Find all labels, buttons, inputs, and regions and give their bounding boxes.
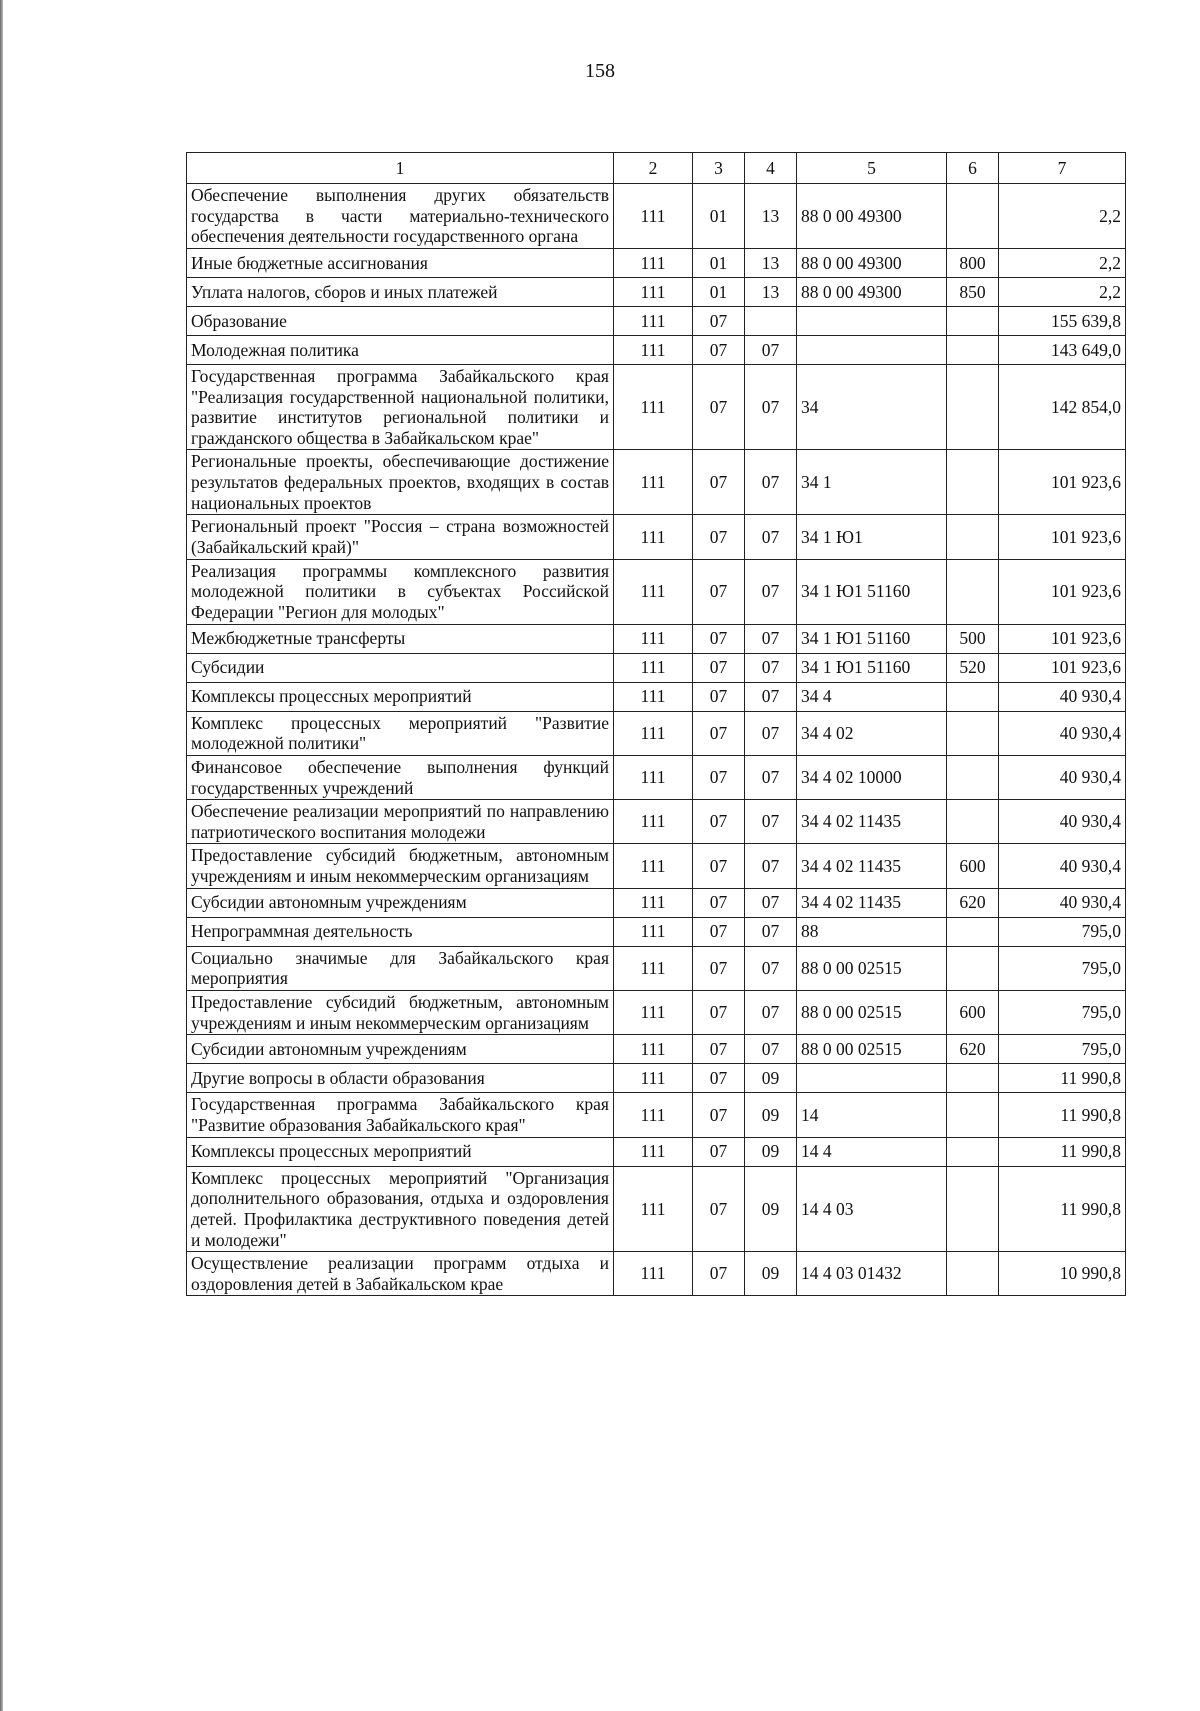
cell-amount: 2,2	[999, 277, 1126, 306]
cell-expense-type	[947, 515, 999, 559]
cell-amount: 11 990,8	[999, 1064, 1126, 1093]
cell-ministry-code: 111	[614, 1252, 693, 1296]
cell-name: Субсидии	[187, 653, 614, 682]
cell-expense-type	[947, 364, 999, 450]
cell-section: 07	[693, 888, 745, 917]
cell-target-item: 88 0 00 49300	[797, 248, 947, 277]
cell-subsection: 13	[745, 248, 797, 277]
cell-amount: 155 639,8	[999, 306, 1126, 335]
cell-expense-type	[947, 1137, 999, 1166]
cell-amount: 40 930,4	[999, 844, 1126, 888]
cell-name: Другие вопросы в области образования	[187, 1064, 614, 1093]
cell-expense-type: 850	[947, 277, 999, 306]
cell-ministry-code: 111	[614, 306, 693, 335]
cell-subsection: 13	[745, 277, 797, 306]
cell-expense-type: 500	[947, 624, 999, 653]
cell-section: 07	[693, 1064, 745, 1093]
cell-subsection: 07	[745, 335, 797, 364]
cell-amount: 40 930,4	[999, 755, 1126, 799]
table-row	[187, 917, 1126, 946]
cell-amount: 11 990,8	[999, 1093, 1126, 1137]
cell-name: Предоставление субсидий бюджетным, автономным учреждениям и иным некоммерческим организациям	[187, 991, 614, 1035]
table-row	[187, 277, 1126, 306]
cell-name: Комплексы процессных мероприятий	[187, 1137, 614, 1166]
cell-ministry-code: 111	[614, 800, 693, 844]
cell-ministry-code: 111	[614, 515, 693, 559]
cell-expense-type	[947, 755, 999, 799]
cell-section: 07	[693, 1252, 745, 1296]
cell-amount: 101 923,6	[999, 515, 1126, 559]
cell-amount: 40 930,4	[999, 888, 1126, 917]
cell-ministry-code: 111	[614, 682, 693, 711]
cell-amount: 2,2	[999, 248, 1126, 277]
cell-target-item: 14 4 03 01432	[797, 1252, 947, 1296]
cell-amount: 101 923,6	[999, 450, 1126, 515]
cell-ministry-code: 111	[614, 364, 693, 450]
cell-name: Иные бюджетные ассигнования	[187, 248, 614, 277]
table-row	[187, 682, 1126, 711]
cell-target-item: 34 4	[797, 682, 947, 711]
page-number: 158	[585, 60, 615, 82]
cell-target-item: 34 1 Ю1 51160	[797, 624, 947, 653]
cell-name: Комплекс процессных мероприятий "Организация дополнительного образования, отдыха и оздоровления детей. Профилактика деструктивного поведения детей и молодежи"	[187, 1166, 614, 1252]
cell-section: 07	[693, 364, 745, 450]
table-row	[187, 888, 1126, 917]
column-header: 5	[797, 153, 947, 184]
cell-amount: 795,0	[999, 917, 1126, 946]
cell-name: Социально значимые для Забайкальского края мероприятия	[187, 946, 614, 990]
cell-ministry-code: 111	[614, 711, 693, 755]
cell-section: 07	[693, 1035, 745, 1064]
cell-amount: 101 923,6	[999, 559, 1126, 624]
cell-amount: 795,0	[999, 991, 1126, 1035]
cell-section: 07	[693, 844, 745, 888]
cell-amount: 40 930,4	[999, 800, 1126, 844]
table-row	[187, 624, 1126, 653]
cell-subsection: 07	[745, 515, 797, 559]
cell-expense-type: 600	[947, 991, 999, 1035]
cell-expense-type	[947, 946, 999, 990]
cell-subsection: 07	[745, 711, 797, 755]
table-row	[187, 711, 1126, 755]
cell-subsection: 07	[745, 682, 797, 711]
scan-edge	[0, 0, 3, 1711]
cell-section: 07	[693, 624, 745, 653]
table-row	[187, 991, 1126, 1035]
table-header-row	[187, 153, 1126, 184]
cell-ministry-code: 111	[614, 917, 693, 946]
cell-expense-type	[947, 682, 999, 711]
table-row	[187, 653, 1126, 682]
cell-target-item: 88	[797, 917, 947, 946]
cell-target-item	[797, 335, 947, 364]
cell-ministry-code: 111	[614, 335, 693, 364]
cell-ministry-code: 111	[614, 653, 693, 682]
cell-target-item: 14 4 03	[797, 1166, 947, 1252]
cell-section: 07	[693, 306, 745, 335]
table-row	[187, 844, 1126, 888]
cell-section: 01	[693, 248, 745, 277]
cell-target-item: 34 4 02 11435	[797, 888, 947, 917]
cell-ministry-code: 111	[614, 1137, 693, 1166]
cell-expense-type	[947, 1252, 999, 1296]
cell-amount: 101 923,6	[999, 653, 1126, 682]
table-row	[187, 1137, 1126, 1166]
cell-expense-type	[947, 184, 999, 249]
cell-name: Региональный проект "Россия – страна возможностей (Забайкальский край)"	[187, 515, 614, 559]
cell-section: 07	[693, 682, 745, 711]
cell-name: Межбюджетные трансферты	[187, 624, 614, 653]
cell-name: Обеспечение реализации мероприятий по направлению патриотического воспитания молодежи	[187, 800, 614, 844]
cell-section: 07	[693, 711, 745, 755]
cell-target-item: 14	[797, 1093, 947, 1137]
cell-section: 07	[693, 1093, 745, 1137]
cell-expense-type: 620	[947, 1035, 999, 1064]
cell-target-item: 34 1 Ю1 51160	[797, 559, 947, 624]
cell-ministry-code: 111	[614, 1064, 693, 1093]
cell-target-item: 88 0 00 02515	[797, 1035, 947, 1064]
cell-ministry-code: 111	[614, 1166, 693, 1252]
cell-subsection: 07	[745, 844, 797, 888]
cell-section: 07	[693, 917, 745, 946]
cell-name: Региональные проекты, обеспечивающие достижение результатов федеральных проектов, входящих в состав национальных проектов	[187, 450, 614, 515]
table-row	[187, 1093, 1126, 1137]
cell-amount: 795,0	[999, 1035, 1126, 1064]
cell-subsection: 13	[745, 184, 797, 249]
column-header: 4	[745, 153, 797, 184]
cell-target-item: 34 1	[797, 450, 947, 515]
cell-name: Молодежная политика	[187, 335, 614, 364]
cell-section: 07	[693, 946, 745, 990]
cell-ministry-code: 111	[614, 184, 693, 249]
cell-section: 01	[693, 277, 745, 306]
cell-subsection: 07	[745, 917, 797, 946]
column-header: 7	[999, 153, 1126, 184]
cell-subsection: 07	[745, 755, 797, 799]
cell-subsection: 07	[745, 1035, 797, 1064]
cell-ministry-code: 111	[614, 624, 693, 653]
cell-expense-type: 600	[947, 844, 999, 888]
cell-target-item	[797, 1064, 947, 1093]
cell-subsection: 07	[745, 653, 797, 682]
cell-subsection: 07	[745, 800, 797, 844]
cell-target-item: 34 4 02	[797, 711, 947, 755]
cell-subsection: 07	[745, 991, 797, 1035]
cell-name: Предоставление субсидий бюджетным, автономным учреждениям и иным некоммерческим организациям	[187, 844, 614, 888]
cell-expense-type	[947, 1093, 999, 1137]
cell-section: 07	[693, 1137, 745, 1166]
cell-target-item: 34 1 Ю1 51160	[797, 653, 947, 682]
cell-section: 07	[693, 559, 745, 624]
cell-name: Уплата налогов, сборов и иных платежей	[187, 277, 614, 306]
cell-expense-type: 520	[947, 653, 999, 682]
cell-name: Субсидии автономным учреждениям	[187, 1035, 614, 1064]
cell-amount: 2,2	[999, 184, 1126, 249]
cell-expense-type	[947, 306, 999, 335]
table-row	[187, 364, 1126, 450]
cell-amount: 142 854,0	[999, 364, 1126, 450]
cell-amount: 795,0	[999, 946, 1126, 990]
cell-name: Комплексы процессных мероприятий	[187, 682, 614, 711]
cell-name: Обеспечение выполнения других обязательств государства в части материально-технического обеспечения деятельности государственного органа	[187, 184, 614, 249]
cell-section: 07	[693, 800, 745, 844]
cell-subsection: 07	[745, 888, 797, 917]
cell-subsection: 09	[745, 1166, 797, 1252]
column-header: 3	[693, 153, 745, 184]
cell-name: Государственная программа Забайкальского края "Развитие образования Забайкальского края"	[187, 1093, 614, 1137]
cell-expense-type: 620	[947, 888, 999, 917]
cell-expense-type: 800	[947, 248, 999, 277]
cell-amount: 10 990,8	[999, 1252, 1126, 1296]
cell-target-item: 34 4 02 10000	[797, 755, 947, 799]
table-row	[187, 450, 1126, 515]
cell-subsection: 07	[745, 559, 797, 624]
cell-subsection: 07	[745, 364, 797, 450]
cell-ministry-code: 111	[614, 248, 693, 277]
cell-ministry-code: 111	[614, 450, 693, 515]
column-header: 6	[947, 153, 999, 184]
cell-subsection: 07	[745, 946, 797, 990]
cell-ministry-code: 111	[614, 844, 693, 888]
cell-name: Комплекс процессных мероприятий "Развитие молодежной политики"	[187, 711, 614, 755]
cell-expense-type	[947, 1064, 999, 1093]
cell-expense-type	[947, 559, 999, 624]
table-row	[187, 1064, 1126, 1093]
cell-section: 07	[693, 515, 745, 559]
cell-ministry-code: 111	[614, 946, 693, 990]
table-row	[187, 755, 1126, 799]
cell-subsection: 07	[745, 450, 797, 515]
cell-expense-type	[947, 711, 999, 755]
cell-subsection: 07	[745, 624, 797, 653]
cell-ministry-code: 111	[614, 277, 693, 306]
cell-ministry-code: 111	[614, 888, 693, 917]
cell-expense-type	[947, 917, 999, 946]
cell-amount: 11 990,8	[999, 1166, 1126, 1252]
cell-ministry-code: 111	[614, 1093, 693, 1137]
table-row	[187, 1166, 1126, 1252]
cell-ministry-code: 111	[614, 991, 693, 1035]
table-row	[187, 800, 1126, 844]
table-row	[187, 946, 1126, 990]
cell-expense-type	[947, 800, 999, 844]
cell-target-item: 88 0 00 49300	[797, 184, 947, 249]
cell-section: 07	[693, 335, 745, 364]
cell-amount: 101 923,6	[999, 624, 1126, 653]
cell-section: 07	[693, 1166, 745, 1252]
cell-name: Непрограммная деятельность	[187, 917, 614, 946]
cell-section: 07	[693, 755, 745, 799]
cell-target-item: 88 0 00 02515	[797, 946, 947, 990]
cell-ministry-code: 111	[614, 559, 693, 624]
cell-target-item: 88 0 00 02515	[797, 991, 947, 1035]
cell-subsection	[745, 306, 797, 335]
table-row	[187, 1035, 1126, 1064]
table-body	[187, 184, 1126, 1296]
cell-expense-type	[947, 450, 999, 515]
table-row	[187, 515, 1126, 559]
cell-expense-type	[947, 1166, 999, 1252]
cell-target-item: 88 0 00 49300	[797, 277, 947, 306]
column-header: 1	[187, 153, 614, 184]
cell-subsection: 09	[745, 1137, 797, 1166]
cell-name: Субсидии автономным учреждениям	[187, 888, 614, 917]
cell-amount: 40 930,4	[999, 711, 1126, 755]
cell-target-item	[797, 306, 947, 335]
cell-target-item: 34 4 02 11435	[797, 844, 947, 888]
column-header: 2	[614, 153, 693, 184]
cell-section: 07	[693, 450, 745, 515]
cell-subsection: 09	[745, 1093, 797, 1137]
cell-section: 01	[693, 184, 745, 249]
cell-name: Государственная программа Забайкальского края "Реализация государственной национальной политики, развитие институтов региональной политики и гражданского общества в Забайкальском крае"	[187, 364, 614, 450]
cell-amount: 143 649,0	[999, 335, 1126, 364]
table-row	[187, 1252, 1126, 1296]
table-row	[187, 335, 1126, 364]
cell-name: Осуществление реализации программ отдыха и оздоровления детей в Забайкальском крае	[187, 1252, 614, 1296]
cell-ministry-code: 111	[614, 755, 693, 799]
cell-section: 07	[693, 653, 745, 682]
cell-expense-type	[947, 335, 999, 364]
cell-name: Финансовое обеспечение выполнения функций государственных учреждений	[187, 755, 614, 799]
cell-target-item: 34	[797, 364, 947, 450]
table-row	[187, 559, 1126, 624]
cell-target-item: 34 4 02 11435	[797, 800, 947, 844]
cell-name: Образование	[187, 306, 614, 335]
cell-subsection: 09	[745, 1064, 797, 1093]
cell-name: Реализация программы комплексного развития молодежной политики в субъектах Российской Федерации "Регион для молодых"	[187, 559, 614, 624]
cell-amount: 40 930,4	[999, 682, 1126, 711]
budget-table	[186, 152, 1126, 1296]
cell-target-item: 14 4	[797, 1137, 947, 1166]
cell-ministry-code: 111	[614, 1035, 693, 1064]
table-row	[187, 248, 1126, 277]
cell-target-item: 34 1 Ю1	[797, 515, 947, 559]
cell-subsection: 09	[745, 1252, 797, 1296]
table-row	[187, 184, 1126, 249]
table-row	[187, 306, 1126, 335]
cell-amount: 11 990,8	[999, 1137, 1126, 1166]
cell-section: 07	[693, 991, 745, 1035]
